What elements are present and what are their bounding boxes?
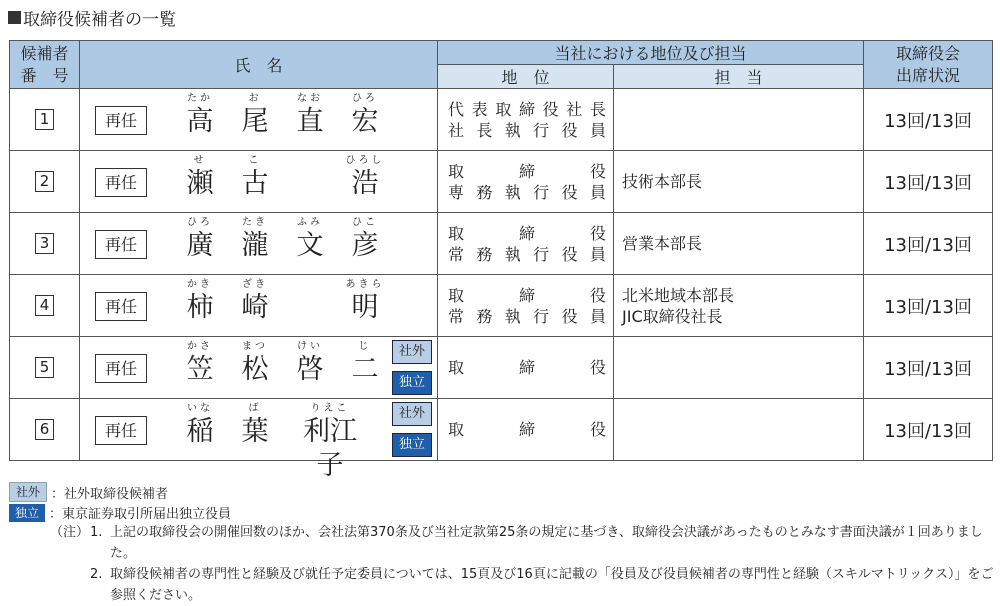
responsibility-cell [614,399,864,461]
responsibility-line: JIC取締役社長 [622,306,723,326]
attendance-cell: 13回/13回 [864,213,993,275]
attendance-cell: 13回/13回 [864,275,993,337]
name-kanji: 啓 [296,354,324,385]
name-ruby: たき [242,217,268,228]
name-kanji: 柿 [186,292,214,323]
name-character [175,275,225,325]
candidate-number-cell [10,89,80,151]
table-row [10,337,993,399]
name-ruby: ば [248,403,262,414]
candidate-number-cell [10,151,80,213]
table-row [10,399,993,461]
name-ruby [285,153,335,167]
name-kanji: 浩 [351,168,379,199]
name-ruby: けい [297,341,323,352]
name-ruby: かき [187,279,213,290]
header-position: 地 位 [438,65,614,89]
candidate-number-cell [10,399,80,461]
name-ruby: たか [187,93,213,104]
position-line: 常 務 執 行 役 員 [448,244,606,264]
responsibility-cell [614,89,864,151]
name-kanji: 瀧 [241,230,269,261]
candidate-number: 1 [35,109,54,130]
candidate-name-cell [80,151,438,213]
name-character [230,275,280,325]
position-line: 取 締 役 [448,223,606,243]
name-character [175,213,225,263]
name-kanji: 利江子 [303,416,357,481]
reappointment-badge: 再任 [95,416,147,445]
name-ruby: ざき [242,279,268,290]
name-ruby: ひこ [352,217,378,228]
position-line: 社 長 執 行 役 員 [448,120,606,140]
name-ruby: りえこ [310,403,350,414]
position-line: 代 表 取 締 役 社 長 [448,99,606,119]
legend-shagai-text: ：社外取締役候補者 [51,486,169,502]
legend-shagai [9,482,168,502]
name-ruby: せ [193,155,207,166]
responsibility-cell [614,275,864,337]
reappointment-badge: 再任 [95,354,147,383]
responsibility-line: 北米地域本部長 [622,285,735,305]
name-character [175,337,225,387]
name-character [285,151,335,167]
independent-director-badge: 独立 [392,371,432,395]
candidate-name [150,89,410,149]
name-character [340,213,390,263]
name-character [340,337,390,387]
header-company-position-group: 当社における地位及び担当 [438,41,864,65]
candidates-table [9,40,993,481]
name-kanji: 彦 [351,230,379,261]
name-character [290,399,370,483]
name-ruby: いな [187,403,213,414]
position-line: 常 務 執 行 役 員 [448,306,606,326]
candidate-name [150,213,410,273]
candidate-number: 2 [35,171,54,192]
reappointment-badge: 再任 [95,292,147,321]
position-line: 取 締 役 [448,358,606,377]
name-kanji: 明 [351,292,379,323]
attendance-cell: 13回/13回 [864,89,993,151]
candidate-name-cell [80,275,438,337]
name-character [175,151,225,201]
position-cell [438,213,614,275]
name-character [230,89,280,139]
independent-director-badge: 独立 [392,433,432,457]
name-kanji: 葉 [241,416,269,447]
name-kanji: 崎 [241,292,269,323]
responsibility-cell [614,213,864,275]
name-ruby: こ [248,155,262,166]
name-kanji: 尾 [241,106,269,137]
attendance-cell: 13回/13回 [864,399,993,461]
name-character [285,275,335,291]
name-character [285,213,335,263]
name-kanji: 松 [241,354,269,385]
header-candidate-no: 候補者 番 号 [10,41,80,89]
position-line: 専 務 執 行 役 員 [448,182,606,202]
note-text: 取締役候補者の専門性と経験及び就任予定委員については、15頁及び16頁に記載の「役員及び役員候補者の専門性と経験（スキルマトリックス）」をご参照ください。 [110,567,994,603]
outside-director-badge: 社外 [392,402,432,426]
candidate-name-cell [80,337,438,399]
reappointment-badge: 再任 [95,230,147,259]
name-character [340,89,390,139]
legend-dokuritsu-text: ：東京証券取引所届出独立役員 [49,507,232,522]
responsibility-cell [614,151,864,213]
page-title [8,5,176,30]
candidate-number-cell [10,275,80,337]
position-cell [438,337,614,399]
name-ruby: ひろ [352,93,378,104]
position-cell [438,151,614,213]
name-ruby: ひろ [187,217,213,228]
name-ruby: かさ [187,341,213,352]
name-ruby: なお [297,93,323,104]
outside-director-badge: 社外 [392,340,432,364]
legend-dokuritsu [9,503,231,522]
note-2: 2. 取締役候補者の専門性と経験及び就任予定委員については、15頁及び16頁に記載の「役員及び役員候補者の専門性と経験（スキルマトリックス）」をご参照ください。 [50,564,995,606]
notes [50,522,995,606]
square-bullet-icon [8,11,21,24]
name-character [340,151,390,201]
reappointment-badge: 再任 [95,168,147,197]
page-title-text: 取締役候補者の一覧 [23,10,176,30]
reappointment-badge: 再任 [95,106,147,135]
note-text: 上記の取締役会の開催回数のほか、会社法第370条及び当社定款第25条の規定に基づき、取締役会決議があったものとみなす書面決議が１回ありました。 [110,525,983,561]
table-row [10,213,993,275]
shagai-badge: 社外 [9,482,47,502]
responsibility-line: 営業本部長 [622,234,703,253]
name-kanji: 瀬 [186,168,214,199]
name-ruby: ふみ [297,217,323,228]
candidate-number: 3 [35,233,54,254]
name-kanji: 稲 [186,416,214,447]
name-ruby: あきら [345,279,385,290]
position-line: 取 締 役 [448,285,606,305]
table-row [10,275,993,337]
candidate-number-cell [10,213,80,275]
name-kanji: 廣 [186,230,214,261]
candidate-number: 4 [35,295,54,316]
dokuritsu-badge: 独立 [9,504,45,522]
candidate-name [150,337,410,397]
table-row [10,151,993,213]
name-ruby: ひろし [345,155,385,166]
name-kanji: 高 [186,106,214,137]
attendance-cell: 13回/13回 [864,151,993,213]
name-character [175,89,225,139]
name-kanji: 古 [241,168,269,199]
header-name: 氏 名 [80,41,438,89]
name-character [230,213,280,263]
position-cell [438,89,614,151]
header-responsibility: 担 当 [614,65,864,89]
candidate-name-cell [80,213,438,275]
name-ruby: まつ [242,341,268,352]
name-kanji: 文 [296,230,324,261]
position-cell [438,275,614,337]
name-character [285,337,335,387]
table-row [10,89,993,151]
attendance-cell: 13回/13回 [864,337,993,399]
name-kanji: 笠 [186,354,214,385]
position-line: 取 締 役 [448,420,606,439]
name-character [230,337,280,387]
name-kanji: 宏 [351,106,379,137]
notes-label: （注） [50,525,90,540]
name-kanji: 直 [296,106,324,137]
candidate-name-cell [80,399,438,481]
responsibility-line: 技術本部長 [622,172,703,191]
responsibility-cell [614,337,864,399]
candidate-number: 6 [35,419,54,440]
name-character [175,399,225,449]
candidate-name [150,399,410,481]
header-attendance: 取締役会 出席状況 [864,41,993,89]
name-character [230,399,280,449]
name-ruby [285,277,335,291]
candidate-name [150,151,410,211]
name-character [230,151,280,201]
name-character [285,89,335,139]
name-ruby: じ [358,341,372,352]
note-1: （注） 1. 上記の取締役会の開催回数のほか、会社法第370条及び当社定款第25条の規定に基づき、取締役会決議があったものとみなす書面決議が１回ありました。 [50,522,995,564]
candidate-name-cell [80,89,438,151]
candidate-number: 5 [35,357,54,378]
name-kanji: 二 [351,354,379,385]
candidate-number-cell [10,337,80,399]
position-line: 取 締 役 [448,161,606,181]
candidate-name [150,275,410,335]
position-cell [438,399,614,461]
name-character [340,275,390,325]
name-ruby: お [248,93,262,104]
